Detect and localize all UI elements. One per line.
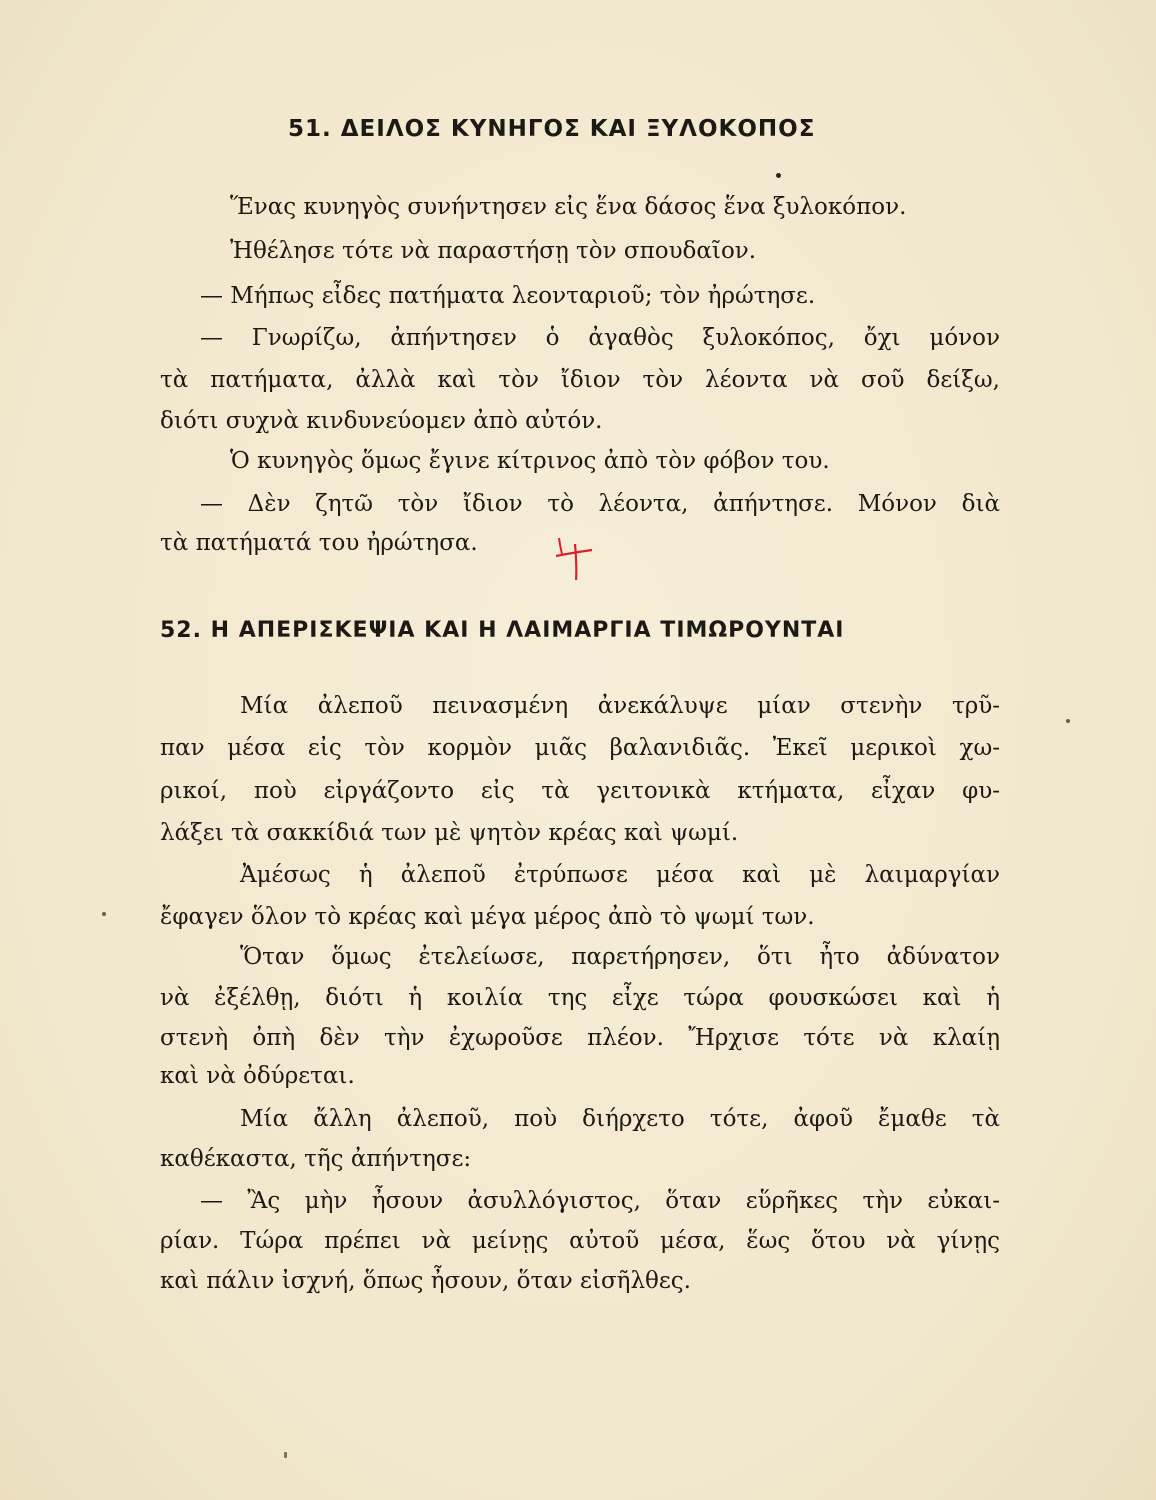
story-52-line-5: Ἀμέσως ἡ ἀλεποῦ ἐτρύπωσε μέσα καὶ μὲ λαιμαργίαν [240,862,1000,888]
story-51-line-1: Ἕνας κυνηγὸς συνήντησεν εἰς ἕνα δάσος ἕνα ξυλοκόπον. [230,194,907,220]
story-52-line-7: Ὅταν ὅμως ἐτελείωσε, παρετήρησεν, ὅτι ἦτο ἀδύνατον [240,944,1000,970]
story-52-line-14: ρίαν. Τώρα πρέπει νὰ μείνῃς αὐτοῦ μέσα, ἕως ὅτου νὰ γίνῃς [160,1228,1000,1254]
story-52-line-12: καθέκαστα, τῆς ἀπήντησε: [160,1146,472,1172]
story-52-line-9: στενὴ ὀπὴ δὲν τὴν ἐχωροῦσε πλέον. Ἤρχισε τότε νὰ κλαίῃ [160,1025,1000,1051]
story-51-line-2: Ἠθέλησε τότε νὰ παραστήσῃ τὸν σπουδαῖον. [230,238,757,264]
story-52-title: 52. Η ΑΠΕΡΙΣΚΕΨΙΑ ΚΑΙ Η ΛΑΙΜΑΡΓΙΑ ΤΙΜΩΡΟΥΝΤΑΙ [160,618,845,643]
stray-ink-mark [284,1452,287,1458]
story-51-line-9: τὰ πατήματά του ἠρώτησα. [160,530,478,556]
story-52-line-6: ἔφαγεν ὅλον τὸ κρέας καὶ μέγα μέρος ἀπὸ τὸ ψωμί των. [160,904,815,930]
red-correction-mark [556,534,596,584]
ornament-dot [776,173,781,178]
story-51-line-4: — Γνωρίζω, ἀπήντησεν ὁ ἀγαθὸς ξυλοκόπος, ὄχι μόνον [200,325,1000,351]
story-51-line-6: διότι συχνὰ κινδυνεύομεν ἀπὸ αὐτόν. [160,408,603,434]
story-51-line-3: — Μήπως εἶδες πατήματα λεονταριοῦ; τὸν ἠρώτησε. [200,283,816,309]
story-51-line-7: Ὁ κυνηγὸς ὅμως ἔγινε κίτρινος ἀπὸ τὸν φόβον του. [230,448,830,474]
stray-ink-dot [1066,719,1070,723]
story-52-line-3: ρικοί, ποὺ εἰργάζοντο εἰς τὰ γειτονικὰ κτήματα, εἶχαν φυ- [160,778,1000,804]
story-51-line-5: τὰ πατήματα, ἀλλὰ καὶ τὸν ἴδιον τὸν λέοντα νὰ σοῦ δείξω, [160,367,1000,393]
story-52-line-13: — Ἂς μὴν ἦσουν ἀσυλλόγιστος, ὅταν εὕρῆκες τὴν εὐκαι- [200,1188,1000,1214]
story-52-line-1: Μία ἀλεποῦ πεινασμένη ἀνεκάλυψε μίαν στενὴν τρῦ- [240,693,1000,719]
story-51-line-8: — Δὲν ζητῶ τὸν ἴδιον τὸ λέοντα, ἀπήντησε. Μόνον διὰ [200,491,1000,517]
story-52-line-10: καὶ νὰ ὀδύρεται. [160,1063,355,1089]
story-52-line-2: παν μέσα εἰς τὸν κορμὸν μιᾶς βαλανιδιᾶς. Ἐκεῖ μερικοὶ χω- [160,735,1000,761]
stray-ink-dot [102,912,106,916]
story-52-line-11: Μία ἄλλη ἀλεποῦ, ποὺ διήρχετο τότε, ἀφοῦ ἔμαθε τὰ [240,1106,1000,1132]
story-52-line-15: καὶ πάλιν ἰσχνή, ὅπως ἦσουν, ὅταν εἰσῆλθες. [160,1268,691,1294]
story-52-line-4: λάξει τὰ σακκίδιά των μὲ ψητὸν κρέας καὶ ψωμί. [160,820,739,846]
story-52-line-8: νὰ ἐξέλθῃ, διότι ἡ κοιλία της εἶχε τώρα φουσκώσει καὶ ἡ [160,985,1000,1011]
story-51-title: 51. ΔΕΙΛΟΣ ΚΥΝΗΓΟΣ ΚΑΙ ΞΥΛΟΚΟΠΟΣ [288,116,816,142]
